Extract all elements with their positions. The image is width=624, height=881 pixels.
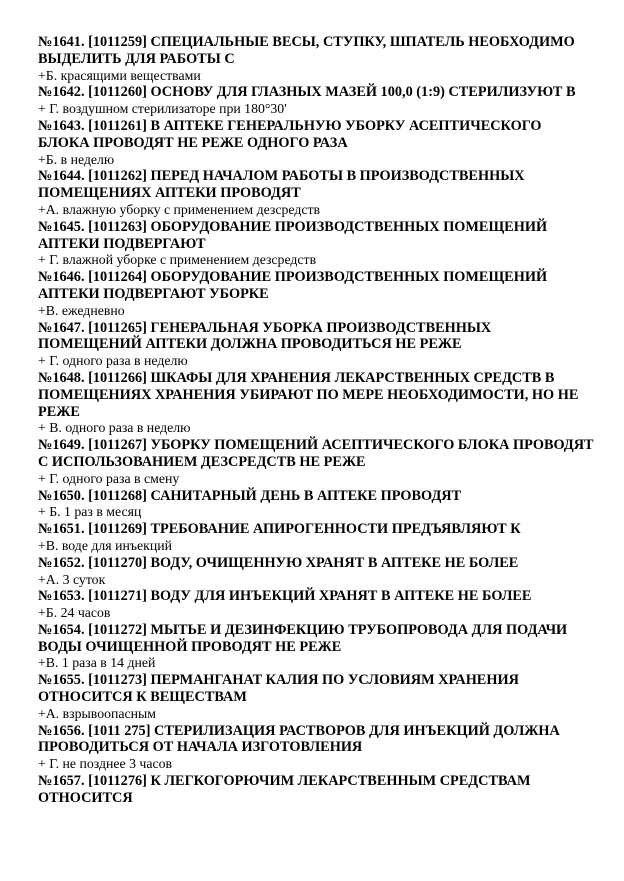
answer-text: +В. воде для инъекций <box>38 537 172 553</box>
question-text: №1652. [1011270] ВОДУ, ОЧИЩЕННУЮ ХРАНЯТ В АПТЕКЕ НЕ БОЛЕЕ <box>38 554 519 571</box>
question-text: №1647. [1011265] ГЕНЕРАЛЬНАЯ УБОРКА ПРОИЗВОДСТВЕННЫХ ПОМЕЩЕНИЙ АПТЕКИ ДОЛЖНА ПРОВОДИТЬСЯ НЕ РЕЖЕ <box>38 319 492 353</box>
question-text: №1657. [1011276] К ЛЕГКОГОРЮЧИМ ЛЕКАРСТВЕННЫМ СРЕДСТВАМ ОТНОСИТСЯ <box>38 773 531 806</box>
answer-text: + Г. влажной уборке с применением дезсредств <box>38 252 317 268</box>
question-item <box>38 320 594 370</box>
answer-text: +Б. красящими веществами <box>38 67 201 83</box>
answer-text: +А. взрывоопасным <box>38 705 157 721</box>
question-item <box>38 219 594 269</box>
question-text: №1656. [1011 275] СТЕРИЛИЗАЦИЯ РАСТВОРОВ ДЛЯ ИНЪЕКЦИЙ ДОЛЖНА ПРОВОДИТЬСЯ ОТ НАЧАЛА ИЗГОТОВЛЕНИЯ <box>38 722 560 756</box>
answer-text: + Г. воздушном стерилизаторе при 180°30' <box>38 101 287 117</box>
answer-text: +Б. 24 часов <box>38 605 111 621</box>
question-item <box>38 488 594 522</box>
question-text: №1654. [1011272] МЫТЬЕ И ДЕЗИНФЕКЦИЮ ТРУБОПРОВОДА ДЛЯ ПОДАЧИ ВОДЫ ОЧИЩЕННОЙ ПРОВОДЯТ НЕ РЕЖЕ <box>38 621 568 655</box>
question-item <box>38 588 594 622</box>
question-text: №1649. [1011267] УБОРКУ ПОМЕЩЕНИЙ АСЕПТИЧЕСКОГО БЛОКА ПРОВОДЯТ С ИСПОЛЬЗОВАНИЕМ ДЕЗСРЕДСТВ НЕ РЕЖЕ <box>38 437 594 470</box>
question-item <box>38 723 594 773</box>
question-text: №1646. [1011264] ОБОРУДОВАНИЕ ПРОИЗВОДСТВЕННЫХ ПОМЕЩЕНИЙ АПТЕКИ ПОДВЕРГАЮТ УБОРКЕ <box>38 269 548 302</box>
answer-text: +В. 1 раза в 14 дней <box>38 655 156 671</box>
question-text: №1655. [1011273] ПЕРМАНГАНАТ КАЛИЯ ПО УСЛОВИЯМ ХРАНЕНИЯ ОТНОСИТСЯ К ВЕЩЕСТВАМ <box>38 672 519 706</box>
answer-text: + Г. одного раза в неделю <box>38 353 188 369</box>
question-item <box>38 521 594 555</box>
answer-text: + Б. 1 раз в месяц <box>38 504 142 520</box>
question-text: №1644. [1011262] ПЕРЕД НАЧАЛОМ РАБОТЫ В ПРОИЗВОДСТВЕННЫХ ПОМЕЩЕНИЯХ АПТЕКИ ПРОВОДЯТ <box>38 168 525 202</box>
question-text: №1650. [1011268] САНИТАРНЫЙ ДЕНЬ В АПТЕКЕ ПРОВОДЯТ <box>38 487 462 504</box>
question-item <box>38 168 594 218</box>
question-text: №1643. [1011261] В АПТЕКЕ ГЕНЕРАЛЬНУЮ УБОРКУ АСЕПТИЧЕСКОГО БЛОКА ПРОВОДЯТ НЕ РЕЖЕ ОДНОГО РАЗА <box>38 117 542 151</box>
question-item <box>38 622 594 672</box>
question-item <box>38 370 594 437</box>
answer-text: +А. влажную уборку с применением дезсредств <box>38 201 321 217</box>
question-item <box>38 437 594 487</box>
question-item <box>38 269 594 319</box>
question-item <box>38 84 594 118</box>
question-text: №1653. [1011271] ВОДУ ДЛЯ ИНЪЕКЦИЙ ХРАНЯТ В АПТЕКЕ НЕ БОЛЕЕ <box>38 588 532 605</box>
answer-text: +В. ежедневно <box>38 302 125 318</box>
question-text: №1645. [1011263] ОБОРУДОВАНИЕ ПРОИЗВОДСТВЕННЫХ ПОМЕЩЕНИЙ АПТЕКИ ПОДВЕРГАЮТ <box>38 218 548 252</box>
question-text: №1641. [1011259] СПЕЦИАЛЬНЫЕ ВЕСЫ, СТУПКУ, ШПАТЕЛЬ НЕОБХОДИМО ВЫДЕЛИТЬ ДЛЯ РАБОТЫ С <box>38 34 575 67</box>
answer-text: +А. 3 суток <box>38 571 106 587</box>
answer-text: + В. одного раза в неделю <box>38 420 191 436</box>
question-item <box>38 773 594 807</box>
question-item <box>38 672 594 722</box>
answer-text: +Б. в неделю <box>38 151 115 167</box>
question-text: №1648. [1011266] ШКАФЫ ДЛЯ ХРАНЕНИЯ ЛЕКАРСТВЕННЫХ СРЕДСТВ В ПОМЕЩЕНИЯХ ХРАНЕНИЯ УБИРАЮТ ПО МЕРЕ НЕОБХОДИМОСТИ, НО НЕ РЕЖЕ <box>38 369 579 420</box>
answer-text: + Г. не позднее 3 часов <box>38 756 173 772</box>
question-text: №1642. [1011260] ОСНОВУ ДЛЯ ГЛАЗНЫХ МАЗЕЙ 100,0 (1:9) СТЕРИЛИЗУЮТ В <box>38 84 576 101</box>
question-item <box>38 118 594 168</box>
question-item <box>38 34 594 84</box>
question-text: №1651. [1011269] ТРЕБОВАНИЕ АПИРОГЕННОСТИ ПРЕДЪЯВЛЯЮТ К <box>38 521 521 538</box>
answer-text: + Г. одного раза в смену <box>38 470 180 486</box>
question-item <box>38 555 594 589</box>
